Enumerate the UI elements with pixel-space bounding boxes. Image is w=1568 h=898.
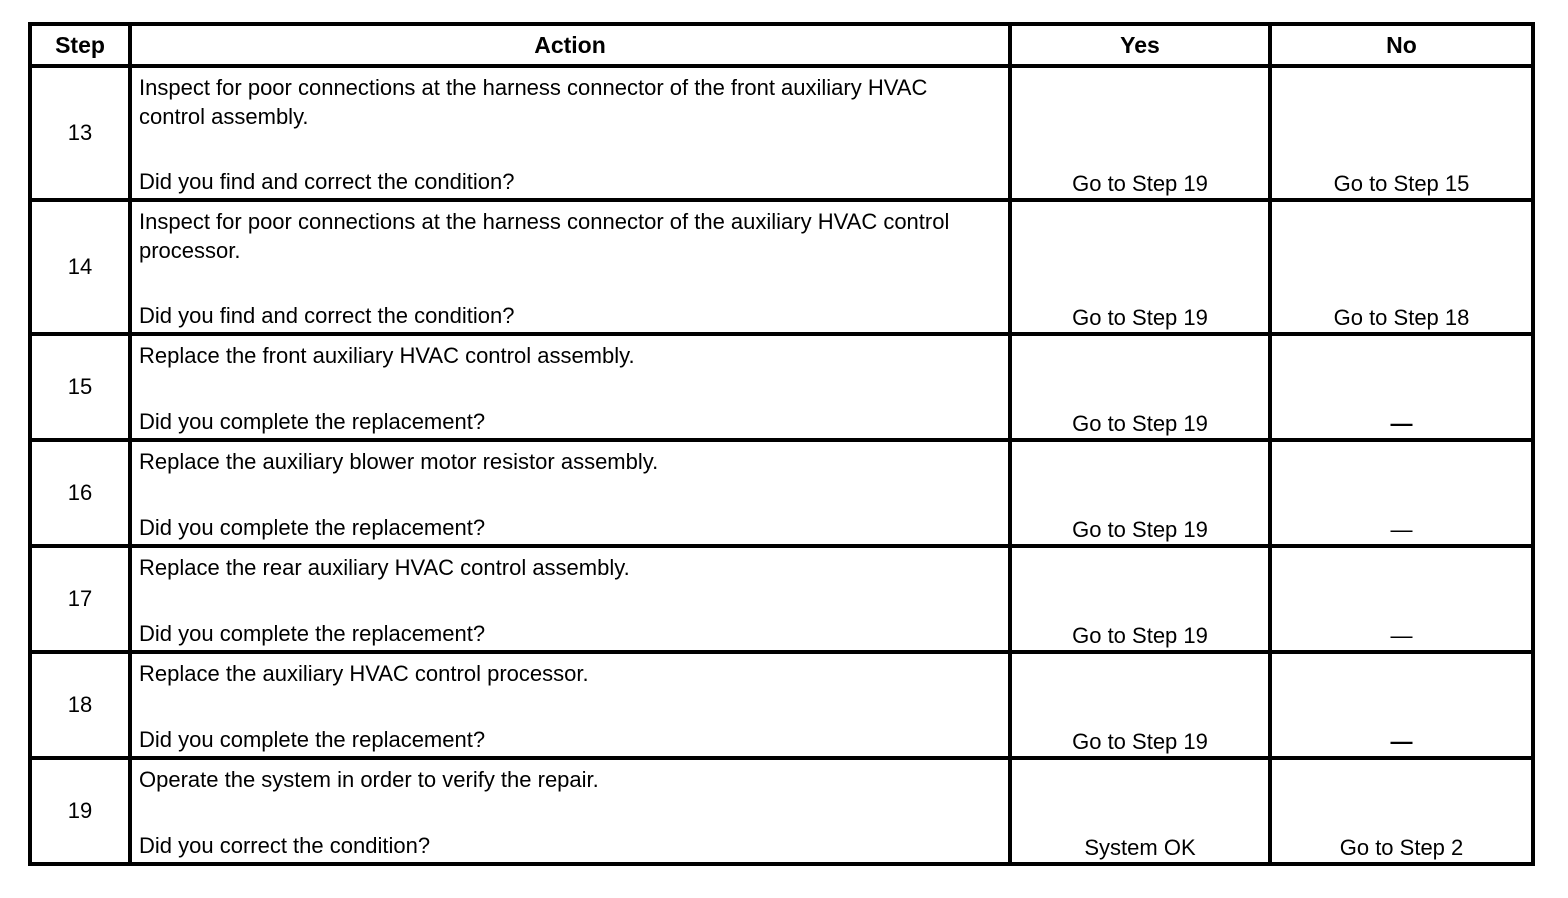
yes-result: Go to Step 19 <box>1010 546 1270 652</box>
no-result: Go to Step 18 <box>1270 200 1533 334</box>
step-number: 17 <box>30 546 130 652</box>
header-yes: Yes <box>1010 24 1270 66</box>
action-instruction: Replace the auxiliary HVAC control processor. <box>139 661 589 686</box>
header-action: Action <box>130 24 1010 66</box>
step-number: 19 <box>30 758 130 864</box>
table-row <box>30 440 1533 546</box>
diagnostic-step-table <box>28 22 1535 866</box>
yes-result: Go to Step 19 <box>1010 66 1270 200</box>
no-result: Go to Step 15 <box>1270 66 1533 200</box>
action-cell <box>130 66 1010 200</box>
action-question: Did you correct the condition? <box>139 833 431 858</box>
no-result: — <box>1270 334 1533 440</box>
action-instruction: Inspect for poor connections at the harness connector of the front auxiliary HVAC control assembly. <box>139 75 928 129</box>
yes-result: System OK <box>1010 758 1270 864</box>
table-row <box>30 546 1533 652</box>
table-row <box>30 652 1533 758</box>
step-number: 16 <box>30 440 130 546</box>
yes-result: Go to Step 19 <box>1010 334 1270 440</box>
action-question: Did you complete the replacement? <box>139 515 486 540</box>
action-instruction: Inspect for poor connections at the harness connector of the auxiliary HVAC control processor. <box>139 209 950 263</box>
no-result: — <box>1270 546 1533 652</box>
action-instruction: Operate the system in order to verify the repair. <box>139 767 599 792</box>
table-row <box>30 66 1533 200</box>
action-cell <box>130 652 1010 758</box>
step-number: 13 <box>30 66 130 200</box>
action-cell <box>130 758 1010 864</box>
step-number: 15 <box>30 334 130 440</box>
action-question: Did you complete the replacement? <box>139 727 486 752</box>
table-row <box>30 758 1533 864</box>
no-result: — <box>1270 652 1533 758</box>
action-instruction: Replace the front auxiliary HVAC control assembly. <box>139 343 635 368</box>
action-cell <box>130 334 1010 440</box>
yes-result: Go to Step 19 <box>1010 200 1270 334</box>
action-instruction: Replace the auxiliary blower motor resistor assembly. <box>139 449 659 474</box>
header-no: No <box>1270 24 1533 66</box>
no-result: Go to Step 2 <box>1270 758 1533 864</box>
action-instruction: Replace the rear auxiliary HVAC control assembly. <box>139 555 630 580</box>
table-row <box>30 334 1533 440</box>
table-header-row <box>30 24 1533 66</box>
table-row <box>30 200 1533 334</box>
step-number: 14 <box>30 200 130 334</box>
action-question: Did you complete the replacement? <box>139 621 486 646</box>
action-cell <box>130 546 1010 652</box>
header-step: Step <box>30 24 130 66</box>
yes-result: Go to Step 19 <box>1010 652 1270 758</box>
action-cell <box>130 440 1010 546</box>
yes-result: Go to Step 19 <box>1010 440 1270 546</box>
no-result: — <box>1270 440 1533 546</box>
step-number: 18 <box>30 652 130 758</box>
action-question: Did you complete the replacement? <box>139 409 486 434</box>
action-question: Did you find and correct the condition? <box>139 169 515 194</box>
action-cell <box>130 200 1010 334</box>
action-question: Did you find and correct the condition? <box>139 303 515 328</box>
